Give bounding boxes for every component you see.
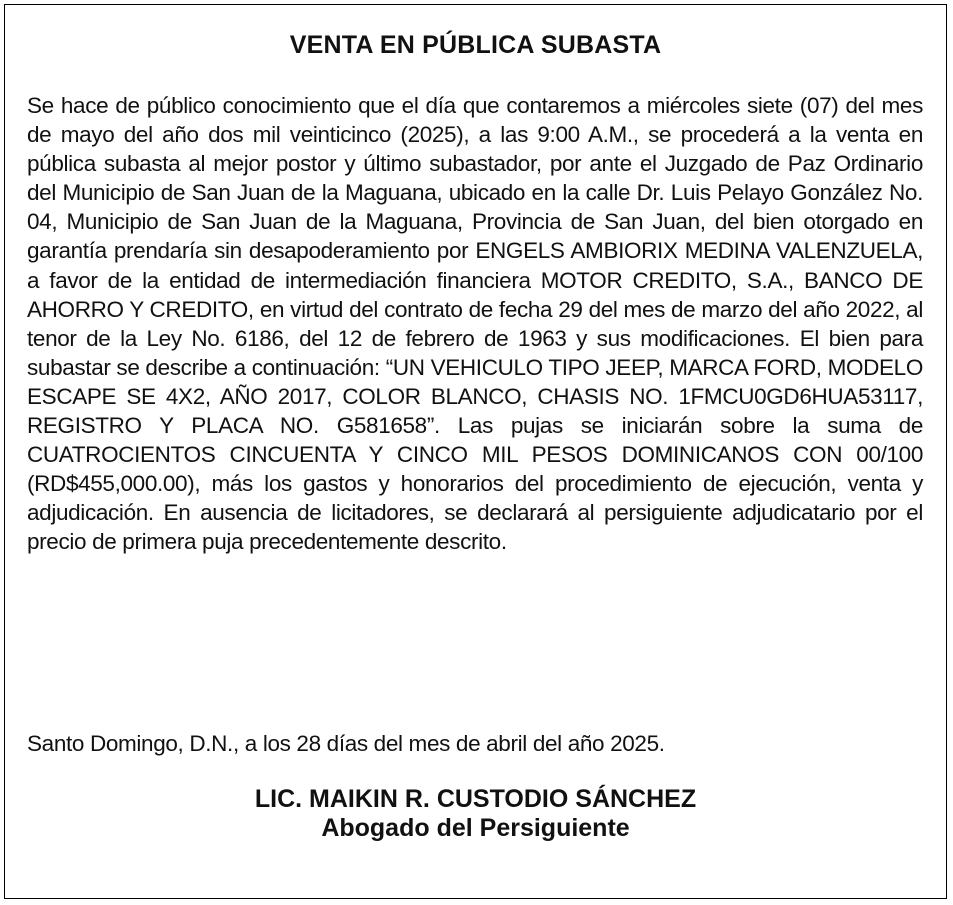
signature-block (5, 785, 946, 843)
notice-date-line: Santo Domingo, D.N., a los 28 días del mes de abril del año 2025. (27, 731, 665, 756)
auction-notice (4, 4, 947, 899)
notice-title: VENTA EN PÚBLICA SUBASTA (289, 31, 662, 59)
notice-body: Se hace de público conocimiento que el día que contaremos a miércoles siete (07) del mes de mayo del año dos mil veinticinco (2025), a las 9:00 A.M., se procederá a la venta en pública subasta al mejor postor y último subastador, por ante el Juzgado de Paz Ordinario del Municipio de San Juan de la Maguana, ubicado en la calle Dr. Luis Pelayo González No. 04, Municipio de San Juan de la Maguana, Provincia de San Juan, del bien otorgado en garantía prendaría sin desapoderamiento por ENGELS AMBIORIX MEDINA VALENZUELA, a favor de la entidad de intermediación financiera MOTOR CREDITO, S.A., BANCO DE AHORRO Y CREDITO, en virtud del contrato de fecha 29 del mes de marzo del año 2022, al tenor de la Ley No. 6186, del 12 de febrero de 1963 y sus modificaciones. El bien para subastar se describe a continuación: “UN VEHICULO TIPO JEEP, MARCA FORD, MODELO ESCAPE SE 4X2, AÑO 2017, COLOR BLANCO, CHASIS NO. 1FMCU0GD6HUA53117, REGISTRO Y PLACA NO. G581658”. Las pujas se iniciarán sobre la suma de CUATROCIENTOS CINCUENTA Y CINCO MIL PESOS DOMINICANOS CON 00/100 (RD$455,000.00), más los gastos y honorarios del procedimiento de ejecución, venta y adjudicación. En ausencia de licitadores, se declarará al persiguiente adjudicatario por el precio de primera puja precedentemente descrito. (27, 93, 923, 555)
signer-name: LIC. MAIKIN R. CUSTODIO SÁNCHEZ (254, 785, 697, 813)
signer-role: Abogado del Persiguiente (321, 814, 630, 842)
